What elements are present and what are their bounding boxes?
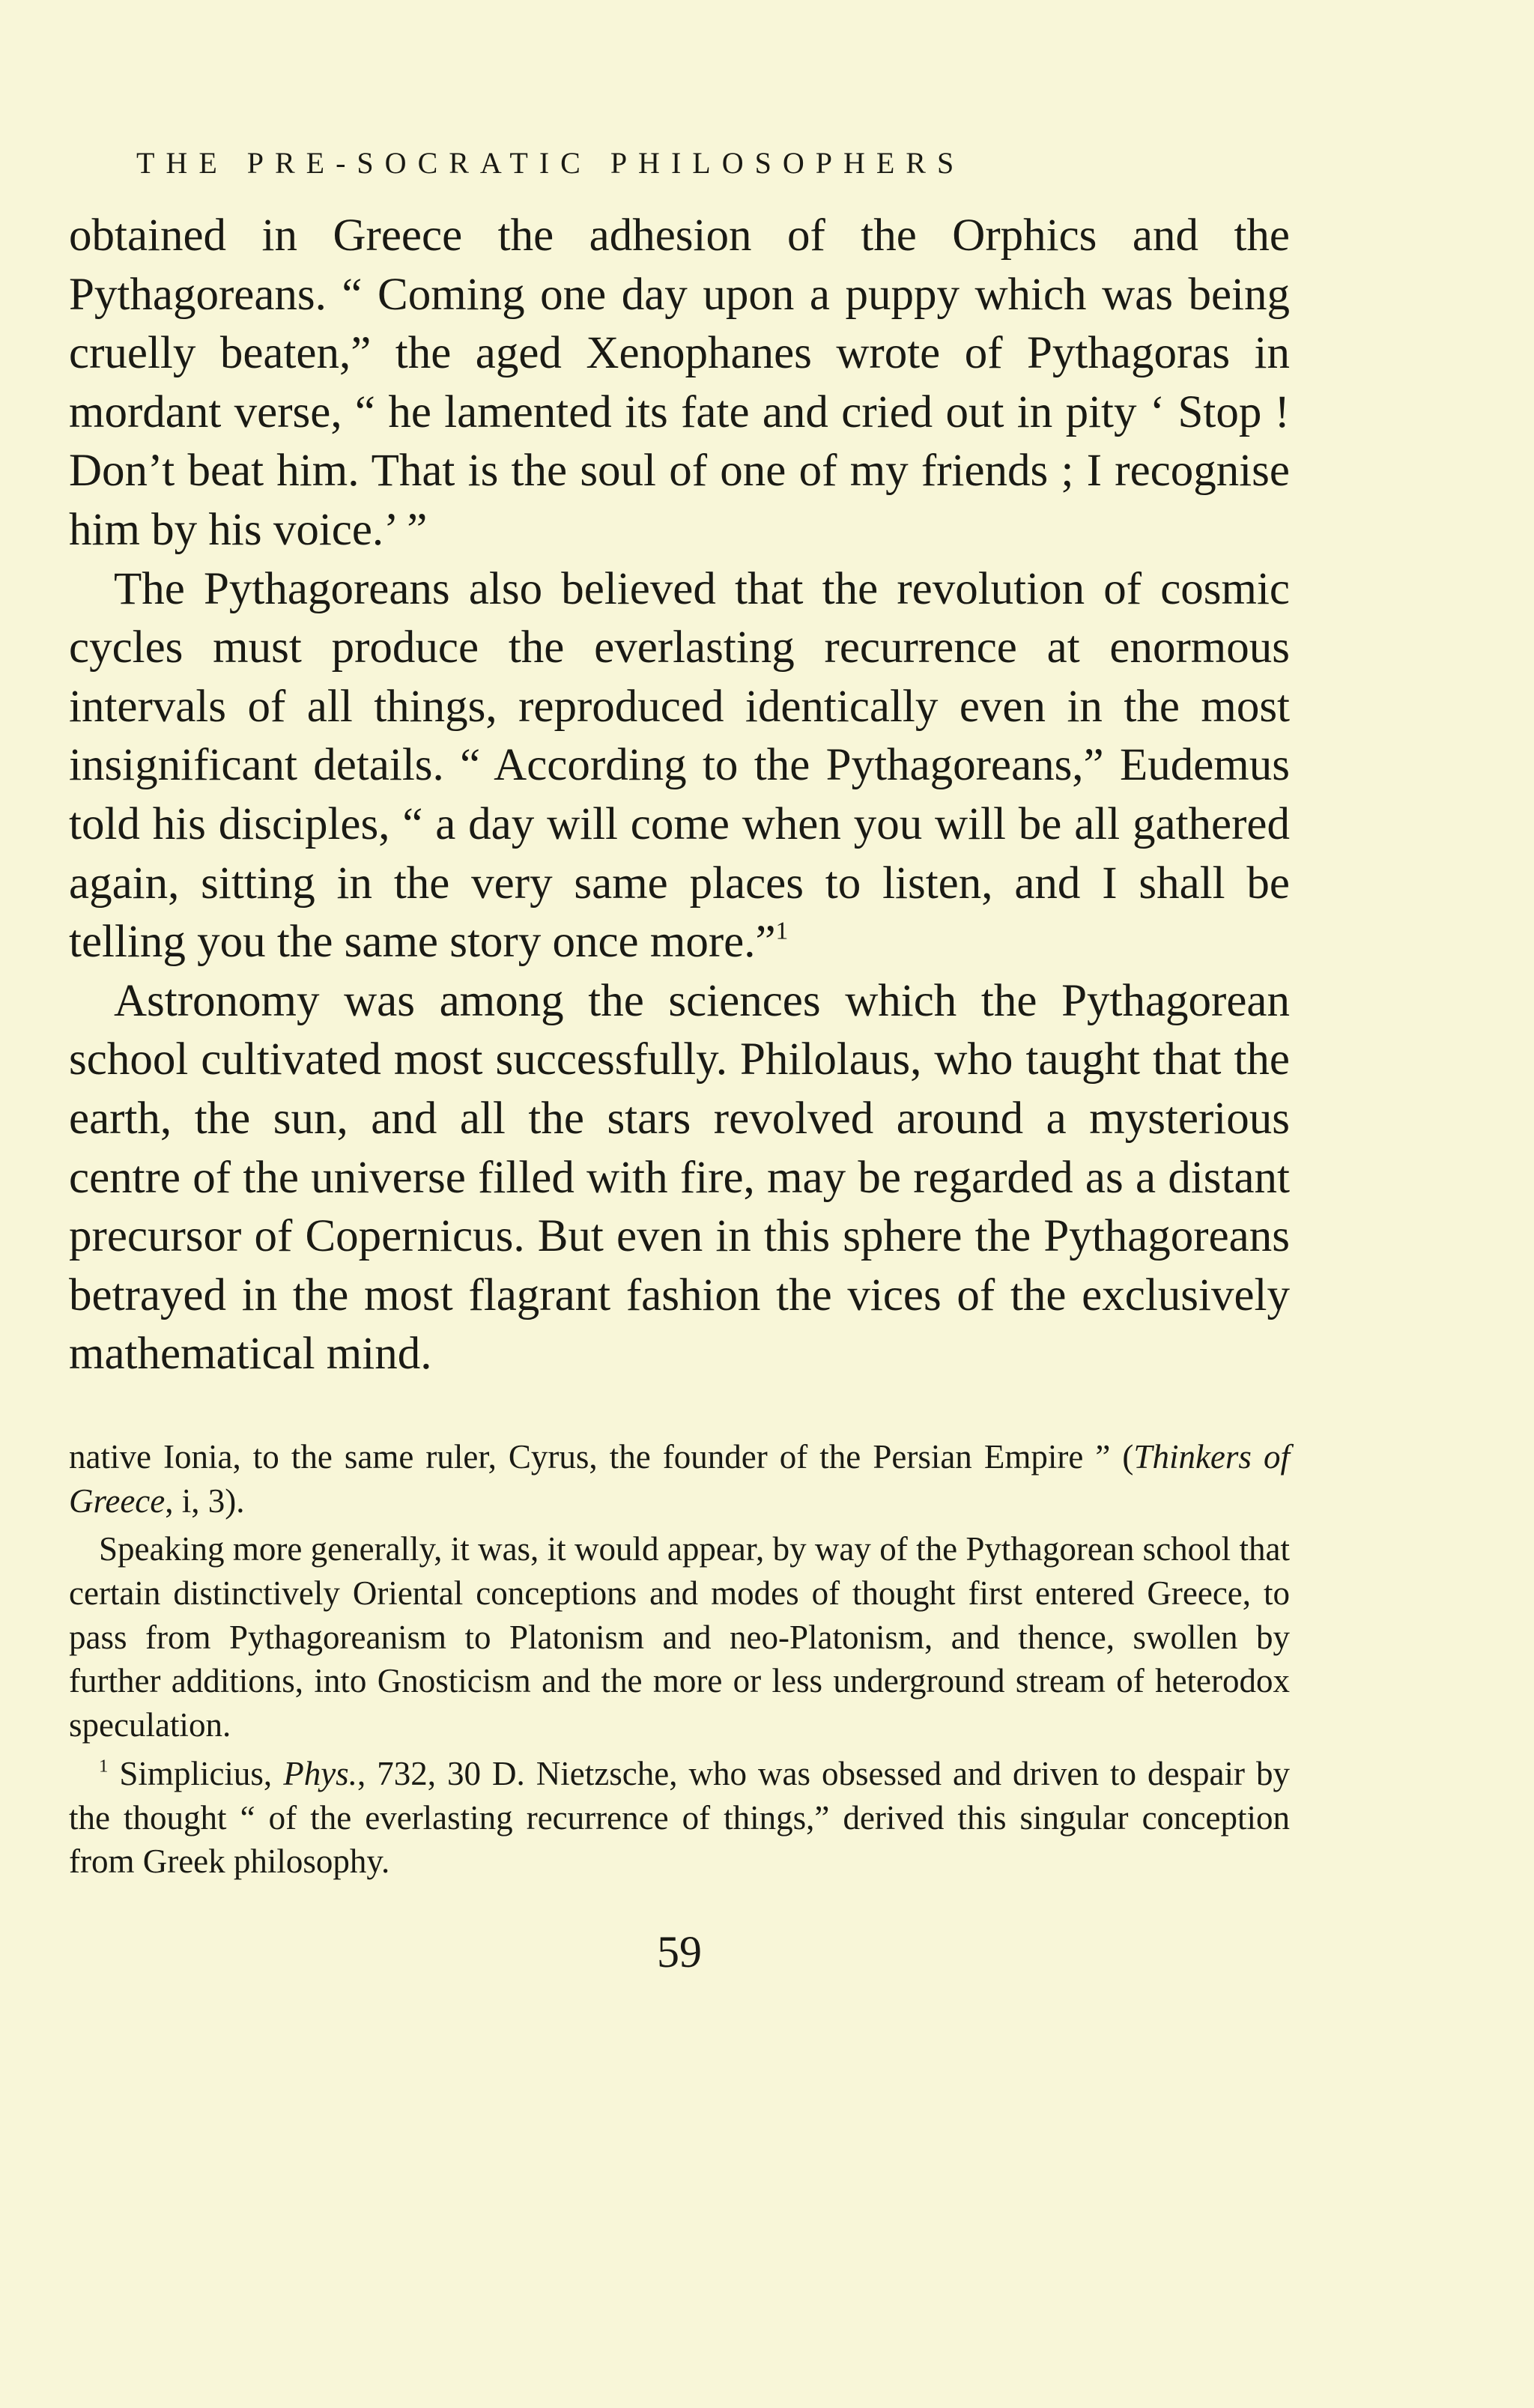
paragraph-2-text: The Pythagoreans also believed that the revolution of cosmic cycles must produce the everlasting recurrence at enormous intervals of all things, reproduced identically even in the most insignificant details. “ According to the Pythagoreans,” Eudemus told his disciples, “ a day will come when you will be all gathered again, sitting in the very same places to listen, and I shall be telling you the same story once more.” — [69, 563, 1290, 968]
footnotes — [69, 1435, 1290, 1884]
book-page — [69, 142, 1290, 1978]
running-head: THE PRE-SOCRATIC PHILOSOPHERS — [136, 146, 965, 180]
paragraph-1: obtained in Greece the adhesion of the Orphics and the Pythagoreans. “ Coming one day upon a puppy which was being cruelly beaten,” the aged Xenophanes wrote of Pythagoras in mordant verse, “ he lamented its fate and cried out in pity ‘ Stop ! Don’t beat him. That is the soul of one of my friends ; I recognise him by his voice.’ ” — [69, 210, 1290, 555]
footnote-1-marker: 1 — [99, 1756, 109, 1777]
footnote-paragraph-2: Speaking more generally, it was, it would appear, by way of the Pythagorean school that certain distinctively Oriental conceptions and modes of thought first entered Greece, to pass from Pythagoreanism to Platonism and neo-Platonism, and thence, swollen by further additions, into Gnosticism and the more or less underground stream of heterodox speculation. — [69, 1530, 1290, 1744]
footnote-citation: , i, 3). — [165, 1482, 245, 1520]
paragraph-3: Astronomy was among the sciences which the Pythagorean school cultivated most successfully. Philolaus, who taught that the earth, the sun, and all the stars revolved around a mysterious centre of the universe filled with fire, may be regarded as a distant precursor of Copernicus. But even in this sphere the Pythagoreans betrayed in the most flagrant fashion the vices of the exclusively mathematical mind. — [69, 975, 1290, 1380]
page-number: 59 — [657, 1926, 702, 1977]
main-text — [69, 207, 1290, 1384]
footnote-1-work-title: Phys. — [283, 1754, 357, 1792]
footnote-1-text: , 732, 30 D. Nietzsche, who was obsessed and driven to despair by the thought “ of the everlasting recurrence of things,” derived this singular conception from Greek philosophy. — [69, 1754, 1290, 1881]
footnote-1 — [69, 1752, 1290, 1884]
footnote-continuation — [69, 1435, 1290, 1523]
footnote-work-title: Thinkers of Greece — [69, 1437, 1290, 1520]
paragraph-2 — [69, 560, 1290, 972]
footnote-1-author: Simplicius, — [119, 1754, 284, 1792]
footnote-reference-1: 1 — [775, 917, 789, 945]
footnote-continuation-text: native Ionia, to the same ruler, Cyrus, the founder of the Persian Empire ” ( — [69, 1437, 1134, 1476]
